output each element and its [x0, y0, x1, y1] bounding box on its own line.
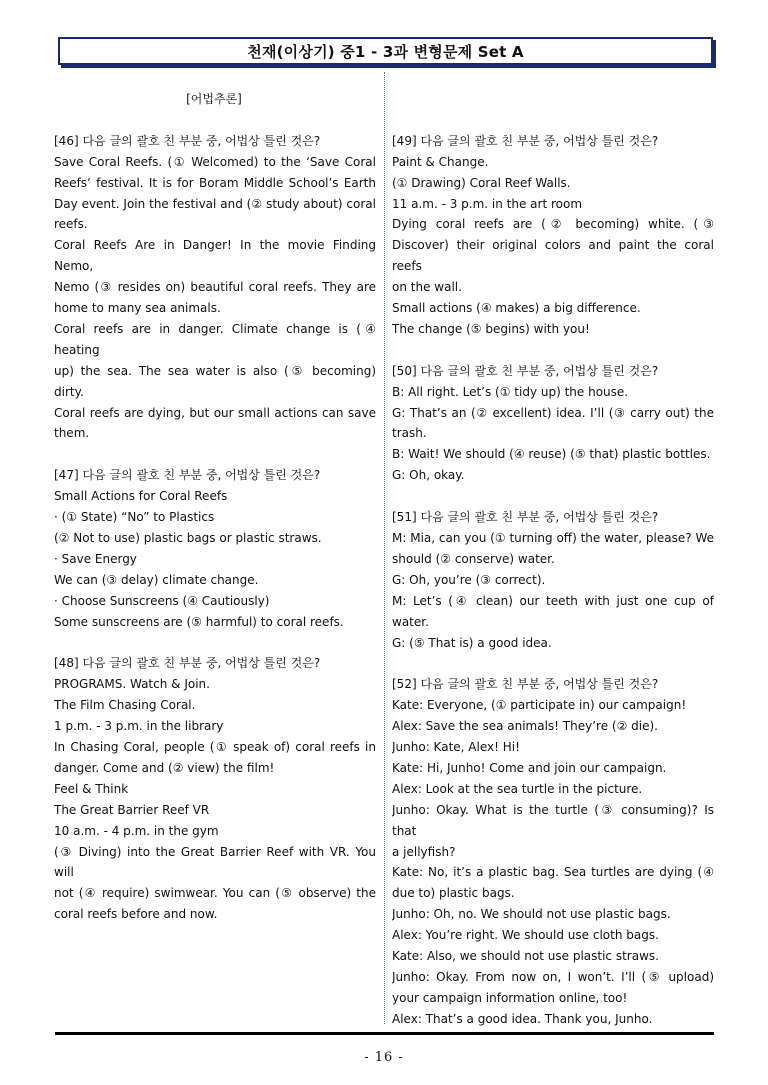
- spacer: [392, 653, 714, 674]
- passage-line: Day event. Join the festival and (② study about) coral: [54, 196, 376, 211]
- passage-line: G: That’s an (② excellent) idea. I’ll (③ carry out) the: [392, 405, 714, 420]
- question-block: [392, 131, 714, 340]
- question-block: [392, 674, 714, 1029]
- passage-line: G: Oh, you’re (③ correct).: [392, 572, 546, 587]
- passage-line: a jellyfish?: [392, 844, 456, 859]
- spacer: [54, 444, 376, 465]
- passage-line: 11 a.m. - 3 p.m. in the art room: [392, 196, 583, 211]
- passage-line: Dying coral reefs are (② becoming) white. (③: [392, 217, 714, 232]
- page-title: [58, 37, 713, 65]
- passage-line: 10 a.m. - 4 p.m. in the gym: [54, 823, 219, 838]
- spacer: [392, 340, 714, 361]
- passage-line: on the wall.: [392, 280, 462, 295]
- question-block: [54, 465, 376, 632]
- passage-line: danger. Come and (② view) the film!: [54, 760, 275, 775]
- passage-line: due to) plastic bags.: [392, 886, 515, 901]
- passage-line: Coral reefs are dying, but our small actions can save: [54, 405, 376, 420]
- spacer: [392, 110, 714, 131]
- question-prompt: [52] 다음 글의 괄호 친 부분 중, 어법상 틀린 것은?: [392, 677, 659, 692]
- passage-line: We can (③ delay) climate change.: [54, 572, 259, 587]
- passage-line: coral reefs before and now.: [54, 907, 218, 922]
- passage-line: (③ Diving) into the Great Barrier Reef with VR. You will: [54, 844, 376, 880]
- passage-line: (② Not to use) plastic bags or plastic straws.: [54, 531, 322, 545]
- passage-line: Junho: Oh, no. We should not use plastic bags.: [392, 907, 671, 922]
- passage-line: Paint & Change.: [392, 154, 489, 169]
- passage-line: The Great Barrier Reef VR: [54, 802, 210, 817]
- passage-line: Some sunscreens are (⑤ harmful) to coral reefs.: [54, 614, 344, 629]
- passage-line: trash.: [392, 426, 427, 441]
- passage-line: · Save Energy: [54, 551, 137, 566]
- page-title-text: 천재(이상기) 중1 - 3과 변형문제 Set A: [247, 42, 524, 61]
- passage-line: · (① State) “No” to Plastics: [54, 510, 215, 525]
- question-prompt: [51] 다음 글의 괄호 친 부분 중, 어법상 틀린 것은?: [392, 510, 659, 525]
- passage-line: 1 p.m. - 3 p.m. in the library: [54, 719, 224, 734]
- passage-line: PROGRAMS. Watch & Join.: [54, 677, 210, 692]
- passage-line: Small Actions for Coral Reefs: [54, 489, 228, 504]
- passage-line: Reefs’ festival. It is for Boram Middle School’s Earth: [54, 175, 376, 190]
- spacer: [54, 633, 376, 654]
- question-prompt: [49] 다음 글의 괄호 친 부분 중, 어법상 틀린 것은?: [392, 133, 659, 148]
- passage-line: B: All right. Let’s (① tidy up) the house.: [392, 384, 629, 399]
- passage-line: Discover) their original colors and paint the coral reefs: [392, 238, 714, 274]
- passage-line: Alex: You’re right. We should use cloth bags.: [392, 928, 659, 943]
- passage-line: Kate: Hi, Junho! Come and join our campaign.: [392, 760, 667, 775]
- passage-line: Feel & Think: [54, 781, 129, 796]
- passage-line: Nemo (③ resides on) beautiful coral reefs. They are: [54, 280, 376, 295]
- passage-line: Coral Reefs Are in Danger! In the movie Finding Nemo,: [54, 238, 376, 274]
- passage-line: Save Coral Reefs. (① Welcomed) to the ‘Save Coral: [54, 154, 376, 169]
- passage-line: water.: [392, 614, 429, 629]
- right-question-list: [392, 131, 714, 1030]
- passage-line: Kate: No, it’s a plastic bag. Sea turtles are dying (④: [392, 865, 714, 880]
- passage-line: B: Wait! We should (④ reuse) (⑤ that) plastic bottles.: [392, 447, 711, 462]
- passage-line: M: Let’s (④ clean) our teeth with just one cup of: [392, 593, 714, 608]
- spacer: [392, 89, 714, 110]
- column-divider: [384, 72, 385, 1024]
- question-block: [392, 507, 714, 653]
- passage-line: reefs.: [54, 217, 88, 232]
- left-column: [54, 89, 376, 925]
- passage-line: Coral reefs are in danger. Climate change is (④ heating: [54, 321, 376, 357]
- passage-line: Junho: Okay. What is the turtle (③ consuming)? Is that: [392, 802, 714, 838]
- passage-line: The change (⑤ begins) with you!: [392, 321, 590, 336]
- question-prompt: [47] 다음 글의 괄호 친 부분 중, 어법상 틀린 것은?: [54, 468, 321, 483]
- footer-rule: [55, 1032, 714, 1035]
- question-block: [54, 653, 376, 925]
- question-block: [392, 361, 714, 486]
- question-prompt: [50] 다음 글의 괄호 친 부분 중, 어법상 틀린 것은?: [392, 363, 659, 378]
- passage-line: Junho: Kate, Alex! Hi!: [392, 740, 520, 755]
- page-number: - 16 -: [364, 1050, 404, 1065]
- passage-line: home to many sea animals.: [54, 301, 221, 316]
- passage-line: Small actions (④ makes) a big difference.: [392, 301, 641, 316]
- passage-line: Alex: Save the sea animals! They’re (② die).: [392, 719, 658, 734]
- left-question-list: [54, 131, 376, 925]
- passage-line: M: Mia, can you (① turning off) the water, please? We: [392, 530, 714, 545]
- passage-line: The Film Chasing Coral.: [54, 698, 196, 713]
- passage-line: them.: [54, 426, 90, 441]
- question-block: [54, 131, 376, 445]
- passage-line: your campaign information online, too!: [392, 990, 628, 1005]
- passage-line: not (④ require) swimwear. You can (⑤ observe) the: [54, 886, 376, 901]
- passage-line: Kate: Also, we should not use plastic straws.: [392, 949, 659, 964]
- passage-line: should (② conserve) water.: [392, 551, 555, 566]
- section-label: [어법추론]: [186, 92, 242, 106]
- spacer: [392, 486, 714, 507]
- question-prompt: [48] 다음 글의 괄호 친 부분 중, 어법상 틀린 것은?: [54, 656, 321, 671]
- passage-line: · Choose Sunscreens (④ Cautiously): [54, 593, 270, 608]
- passage-line: G: (⑤ That is) a good idea.: [392, 635, 552, 650]
- passage-line: In Chasing Coral, people (① speak of) coral reefs in: [54, 740, 376, 755]
- passage-line: Alex: Look at the sea turtle in the picture.: [392, 781, 643, 796]
- passage-line: up) the sea. The sea water is also (⑤ becoming) dirty.: [54, 363, 376, 399]
- passage-line: Alex: That’s a good idea. Thank you, Junho.: [392, 1011, 653, 1026]
- passage-line: (① Drawing) Coral Reef Walls.: [392, 175, 571, 190]
- passage-line: Kate: Everyone, (① participate in) our campaign!: [392, 698, 687, 713]
- passage-line: G: Oh, okay.: [392, 468, 465, 483]
- spacer: [54, 110, 376, 131]
- question-prompt: [46] 다음 글의 괄호 친 부분 중, 어법상 틀린 것은?: [54, 133, 321, 148]
- right-column: [392, 89, 714, 1030]
- passage-line: Junho: Okay. From now on, I won’t. I’ll (⑤ upload): [392, 970, 714, 984]
